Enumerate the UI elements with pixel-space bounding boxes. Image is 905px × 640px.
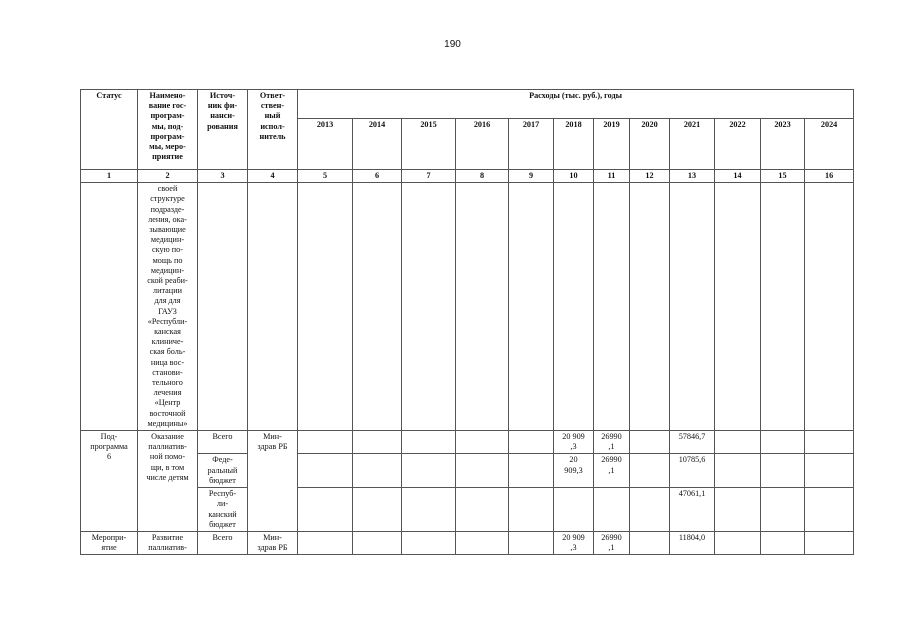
- column-index: 11: [594, 170, 630, 183]
- cell-empty: [805, 431, 854, 454]
- cell-empty: [805, 454, 854, 488]
- column-index: 1: [81, 170, 138, 183]
- cell-empty: [630, 454, 670, 488]
- cell-empty: [715, 531, 761, 554]
- column-index: 16: [805, 170, 854, 183]
- header-year-2013: 2013: [298, 119, 353, 170]
- event-status: Меропри- ятие: [81, 531, 138, 554]
- header-year-2014: 2014: [353, 119, 402, 170]
- subprogram-name: Оказание паллиатив- ной помо- щи, в том числе детям: [138, 431, 198, 532]
- event-name: Развитие паллиатив-: [138, 531, 198, 554]
- cell-empty: [715, 431, 761, 454]
- header-executor: Ответ- ствен- ный испол- нитель: [248, 90, 298, 170]
- value-2018: 20 909,3: [554, 454, 594, 488]
- index-row: [81, 170, 854, 183]
- cell-empty: [554, 183, 594, 431]
- cell-empty: [456, 431, 509, 454]
- column-index: 8: [456, 170, 509, 183]
- header-row-1: [81, 90, 854, 119]
- header-name: Наимено- вание гос- програм- мы, под- програм- мы, меро- приятие: [138, 90, 198, 170]
- cell-empty: [298, 431, 353, 454]
- cell-empty: [298, 454, 353, 488]
- cell-empty: [456, 531, 509, 554]
- column-index: 6: [353, 170, 402, 183]
- cell-empty: [630, 531, 670, 554]
- header-year-2017: 2017: [509, 119, 554, 170]
- header-expenses: Расходы (тыс. руб.), годы: [298, 90, 854, 119]
- value-2018: 20 909 ,3: [554, 531, 594, 554]
- value-2019: [594, 488, 630, 532]
- cell-empty: [402, 431, 456, 454]
- cell-empty: [248, 183, 298, 431]
- cell-empty: [298, 183, 353, 431]
- cell-empty: [509, 183, 554, 431]
- cell-empty: [402, 488, 456, 532]
- header-year-2020: 2020: [630, 119, 670, 170]
- cell-empty: [353, 531, 402, 554]
- cell-empty: [353, 454, 402, 488]
- column-index: 9: [509, 170, 554, 183]
- column-index: 13: [670, 170, 715, 183]
- cell-empty: [509, 454, 554, 488]
- value-2019: 26990 ,1: [594, 531, 630, 554]
- cell-empty: [353, 488, 402, 532]
- value-2021: 11804,0: [670, 531, 715, 554]
- cell-empty: [761, 531, 805, 554]
- cell-empty: [761, 431, 805, 454]
- value-2021: 47061,1: [670, 488, 715, 532]
- event-source: Всего: [198, 531, 248, 554]
- cell-empty: [805, 531, 854, 554]
- cell-empty: [402, 454, 456, 488]
- cell-empty: [509, 488, 554, 532]
- column-index: 10: [554, 170, 594, 183]
- column-index: 3: [198, 170, 248, 183]
- subprogram-source: Респуб- ли- канский бюджет: [198, 488, 248, 532]
- value-2018: [554, 488, 594, 532]
- value-2019: 26990 ,1: [594, 454, 630, 488]
- column-index: 4: [248, 170, 298, 183]
- value-2021: 57846,7: [670, 431, 715, 454]
- page-number: 190: [444, 39, 461, 50]
- value-2021: 10785,6: [670, 454, 715, 488]
- cell-empty: [198, 183, 248, 431]
- column-index: 15: [761, 170, 805, 183]
- cell-empty: [353, 431, 402, 454]
- cell-empty: [456, 488, 509, 532]
- header-year-2018: 2018: [554, 119, 594, 170]
- cell-empty: [298, 488, 353, 532]
- cell-empty: [715, 488, 761, 532]
- subprogram-source: Феде- ральный бюджет: [198, 454, 248, 488]
- cell-empty: [298, 531, 353, 554]
- cell-empty: [402, 183, 456, 431]
- cell-empty: [509, 531, 554, 554]
- cell-empty: [509, 431, 554, 454]
- continuation-name-cell: своей структуре подразде- ления, ока- зывающие медицин- скую по- мощь по медицин- ской реаби- литации для для ГАУЗ «Республи- канская клиниче- ская боль- ница вос- станови- тельного лечения «Центр восточной медицины»: [138, 183, 198, 431]
- cell-empty: [805, 488, 854, 532]
- event-executor: Мин- здрав РБ: [248, 531, 298, 554]
- header-year-2024: 2024: [805, 119, 854, 170]
- event-row: [81, 531, 854, 554]
- cell-empty: [402, 531, 456, 554]
- cell-empty: [761, 488, 805, 532]
- column-index: 5: [298, 170, 353, 183]
- header-year-2019: 2019: [594, 119, 630, 170]
- cell-empty: [761, 183, 805, 431]
- value-2019: 26990 ,1: [594, 431, 630, 454]
- cell-empty: [456, 454, 509, 488]
- subprogram-executor: Мин- здрав РБ: [248, 431, 298, 532]
- cell-empty: [630, 431, 670, 454]
- cell-empty: [670, 183, 715, 431]
- column-index: 7: [402, 170, 456, 183]
- header-year-2015: 2015: [402, 119, 456, 170]
- subprogram-source: Всего: [198, 431, 248, 454]
- cell-empty: [456, 183, 509, 431]
- header-year-2016: 2016: [456, 119, 509, 170]
- subprogram-status: Под- программа 6: [81, 431, 138, 532]
- cell-empty: [630, 488, 670, 532]
- header-source: Источ- ник фи- нанси- рования: [198, 90, 248, 170]
- header-year-2022: 2022: [715, 119, 761, 170]
- budget-table: [80, 89, 854, 555]
- subprogram-row-total: [81, 431, 854, 454]
- header-status: Статус: [81, 90, 138, 170]
- cell-empty: [715, 183, 761, 431]
- cell-empty: [805, 183, 854, 431]
- column-index: 2: [138, 170, 198, 183]
- value-2018: 20 909 ,3: [554, 431, 594, 454]
- header-year-2023: 2023: [761, 119, 805, 170]
- cell-empty: [761, 454, 805, 488]
- column-index: 12: [630, 170, 670, 183]
- cell-empty: [594, 183, 630, 431]
- continuation-row: [81, 183, 854, 431]
- cell-empty: [353, 183, 402, 431]
- header-year-2021: 2021: [670, 119, 715, 170]
- cell-empty: [630, 183, 670, 431]
- cell-empty: [715, 454, 761, 488]
- cell-empty: [81, 183, 138, 431]
- column-index: 14: [715, 170, 761, 183]
